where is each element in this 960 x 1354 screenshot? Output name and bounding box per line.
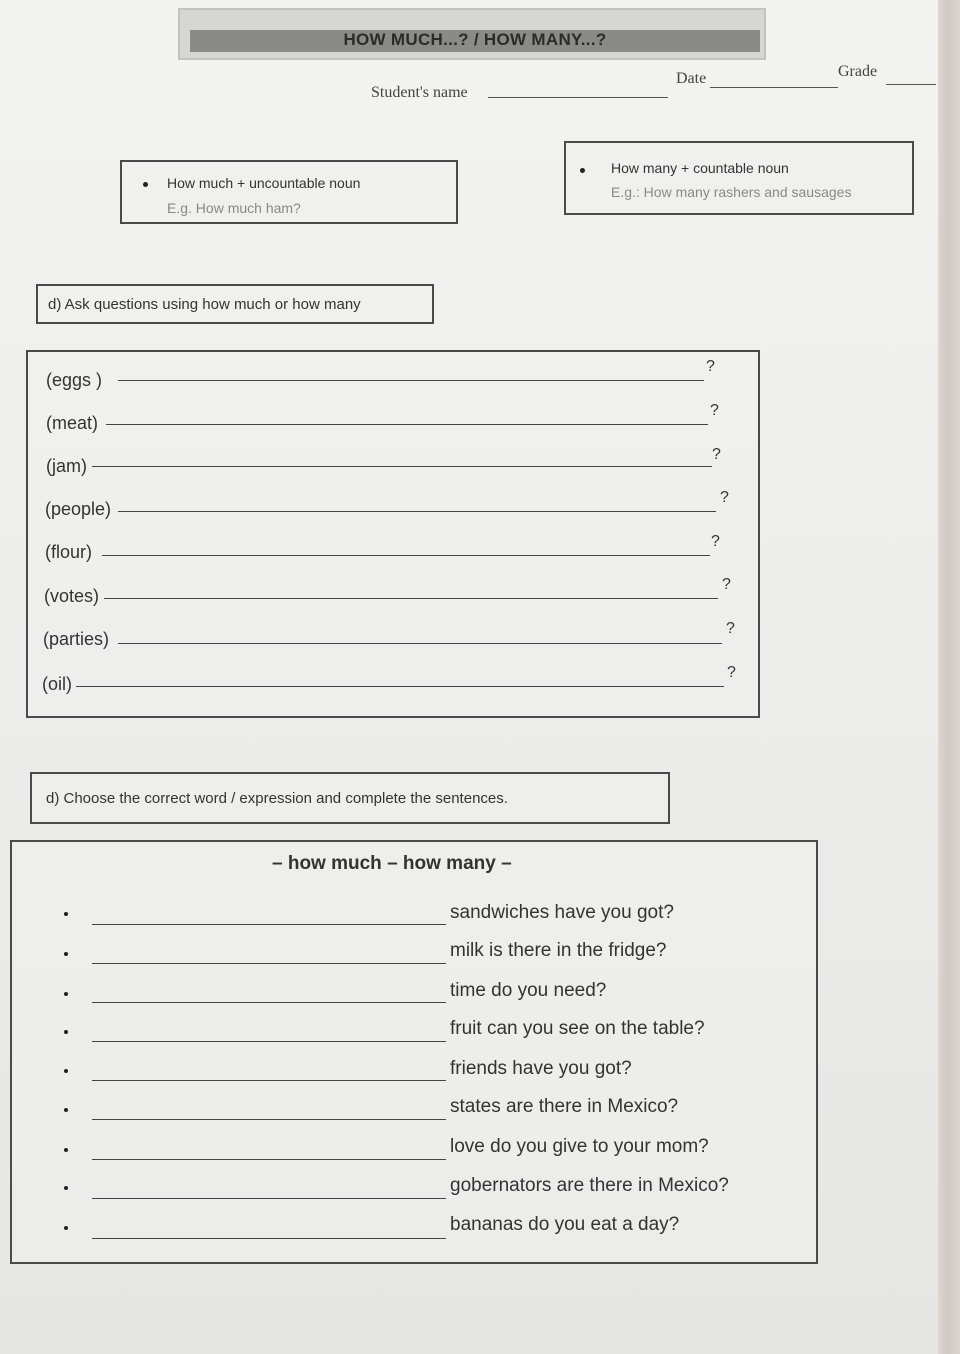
blank-line[interactable] xyxy=(92,963,446,964)
sentence-text: friends have you got? xyxy=(450,1058,632,1079)
question-label: (eggs ) xyxy=(46,370,103,390)
bullet-icon xyxy=(580,168,585,173)
question-label: (parties) xyxy=(43,629,110,649)
blank-line[interactable] xyxy=(92,1238,446,1239)
page-edge xyxy=(938,0,960,1354)
bullet-icon xyxy=(64,1148,68,1152)
question-label: (votes) xyxy=(44,586,100,606)
bullet-icon xyxy=(64,992,68,996)
answer-line[interactable] xyxy=(118,511,716,512)
date-field[interactable] xyxy=(710,87,838,88)
rule-how-much-title: How much + uncountable noun xyxy=(167,175,361,191)
rule-how-much-example: E.g. How much ham? xyxy=(167,200,301,216)
blank-line[interactable] xyxy=(92,1198,446,1199)
rule-how-many-title: How many + countable noun xyxy=(611,160,789,176)
blank-line[interactable] xyxy=(92,1002,446,1003)
page-title: HOW MUCH...? / HOW MANY...? xyxy=(343,30,607,49)
question-mark: ? xyxy=(710,402,719,419)
sentences-box xyxy=(10,840,818,1264)
question-mark: ? xyxy=(727,664,736,681)
blank-line[interactable] xyxy=(92,924,446,925)
instruction-complete-sentences: d) Choose the correct word / expression and complete the sentences. xyxy=(46,790,508,807)
answer-line[interactable] xyxy=(118,380,704,381)
blank-line[interactable] xyxy=(92,1159,446,1160)
bullet-icon xyxy=(64,1030,68,1034)
answer-line[interactable] xyxy=(118,643,722,644)
student-name-field[interactable] xyxy=(488,97,668,98)
question-mark: ? xyxy=(711,533,720,550)
blank-line[interactable] xyxy=(92,1080,446,1081)
bullet-icon xyxy=(64,952,68,956)
answer-line[interactable] xyxy=(76,686,724,687)
bullet-icon xyxy=(64,1069,68,1073)
student-name-label: Student's name xyxy=(371,84,468,101)
sentence-text: love do you give to your mom? xyxy=(450,1136,709,1157)
question-label: (flour) xyxy=(45,542,93,562)
answer-line[interactable] xyxy=(102,555,710,556)
sentence-text: fruit can you see on the table? xyxy=(450,1018,705,1039)
bullet-icon xyxy=(64,1108,68,1112)
sentence-text: sandwiches have you got? xyxy=(450,902,674,923)
grade-label: Grade xyxy=(838,63,878,80)
answer-line[interactable] xyxy=(104,598,718,599)
grade-field[interactable] xyxy=(886,84,936,85)
bullet-icon xyxy=(64,1186,68,1190)
bullet-icon xyxy=(143,182,148,187)
questions-box xyxy=(26,350,760,718)
sentence-text: time do you need? xyxy=(450,980,607,1001)
sentence-text: bananas do you eat a day? xyxy=(450,1214,680,1235)
rule-how-many-example: E.g.: How many rashers and sausages xyxy=(611,184,852,200)
question-label: (meat) xyxy=(46,413,99,433)
rule-box-how-many xyxy=(564,141,914,215)
instruction-ask-questions: d) Ask questions using how much or how many xyxy=(48,296,361,313)
answer-line[interactable] xyxy=(92,466,712,467)
question-label: (people) xyxy=(45,499,112,519)
blank-line[interactable] xyxy=(92,1119,446,1120)
answer-line[interactable] xyxy=(106,424,708,425)
question-mark: ? xyxy=(726,620,735,637)
sentence-text: states are there in Mexico? xyxy=(450,1096,679,1117)
question-label: (jam) xyxy=(46,456,87,476)
question-mark: ? xyxy=(706,358,715,375)
date-label: Date xyxy=(676,70,707,87)
sentence-text: milk is there in the fridge? xyxy=(450,940,667,961)
sentence-text: gobernators are there in Mexico? xyxy=(450,1175,729,1196)
word-bank: – how much – how many – xyxy=(272,853,512,874)
question-mark: ? xyxy=(722,576,731,593)
question-label: (oil) xyxy=(42,674,72,694)
question-mark: ? xyxy=(720,489,729,506)
bullet-icon xyxy=(64,912,68,916)
blank-line[interactable] xyxy=(92,1041,446,1042)
bullet-icon xyxy=(64,1226,68,1230)
question-mark: ? xyxy=(712,446,721,463)
